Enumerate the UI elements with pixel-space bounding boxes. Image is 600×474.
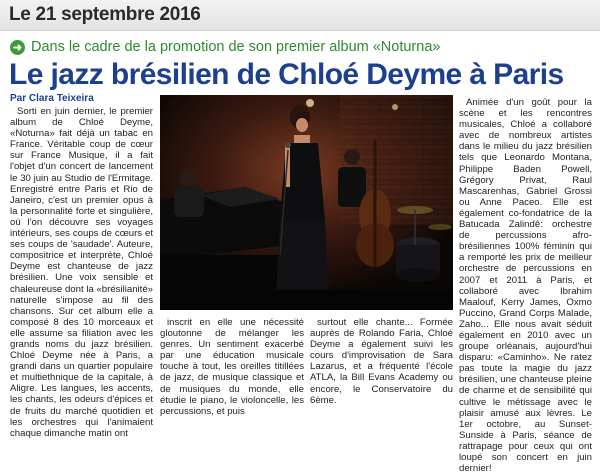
- column-1-text: Sorti en juin dernier, le premier album de Chloé Deyme, «Noturna» fait déjà un tabac en France. Véritable coup de cœur sur France Musique, il a fait l'objet d'un concert de lancement le 30 juin au Studio de l'Ermitage. Enregistré entre Paris et Rio de Janeiro, c'est un premier opus à la personnalité forte et singulière, où l'on découvre ses voyages intérieurs, ses coups de cœurs et ses coups de 'saudade'. Auteure, compositrice et interprète, Chloé Deyme est chanteuse de jazz brésilien. Une voix sensible et chaleureuse dont la «brésilianité» naturelle s'impose au fil des chansons. Sur cet album elle a composé 8 des 10 morceaux et elle assume sa filiation avec les grands noms du jazz brésilien. Chloé Deyme née à Paris, a grandi dans un quartier populaire et multiethnique de la capitale, à Aligre. Les langues, les accents, les chants, les odeurs d'épices et de fruits du marché quotidien et les orchestres qui l'animaient chaque dimanche matin ont: [10, 106, 153, 439]
- kicker-text: Dans le cadre de la promotion de son premier album «Noturna»: [31, 39, 441, 55]
- byline: Par Clara Teixeira: [10, 93, 94, 104]
- article-headline: Le jazz brésilien de Chloé Deyme à Paris: [9, 58, 564, 91]
- concert-photo: [160, 95, 453, 310]
- date-band: [0, 0, 600, 31]
- kicker: [10, 38, 440, 56]
- publication-date: Le 21 septembre 2016: [9, 4, 201, 25]
- article-column-1: [10, 106, 153, 439]
- article-column-2: [160, 317, 304, 417]
- column-2-text: inscrit en elle une nécessité gloutonne de mélanger les genres. Un sentiment exacerbé par une éducation musicale touche à tout, les oreilles titillées de jazz, de musique classique et de musiques du monde, elle étudie le piano, le violoncelle, les percussions, et puis: [160, 317, 304, 417]
- article-column-4: [459, 97, 592, 474]
- column-4-text: Animée d'un goût pour la scène et les rencontres musicales, Chloé a collaboré avec de nombreux artistes dans le milieu du jazz brésilien tels que Leonardo Montana, Philippe Baden Powell, Grégory Privat, Raul Mascarenhas, Gabriel Grossi ou Anne Paceo. Elle est également co-fondatrice de la Batucada Zalindê: orchestre de percussions afro-brésiliennes 100% féminin qui a remporté les prix de meilleur orchestre de percussions en 2007 et 2011 à Paris, et collaboré avec Ibrahim Maalouf, Kerry James, Oxmo Puccino, Grand Corps Malade, Zaho... Elle nous avait séduit également en 2010 avec un groupe orléanais, aujourd'hui disparu: «Caminho». Ne ratez pas toute la magie du jazz brésilien, une chanteuse pleine de charme et de sensibilité qui cultive le métissage avec le plaisir amusé aux lèvres. Le 1er octobre, au Sunset-Sunside à Paris, séance de rattrapage pour ceux qui ont loupé son concert en juin dernier!: [459, 97, 592, 474]
- arrow-right-circle-icon: ➜: [10, 40, 25, 55]
- column-3-text: surtout elle chante... Formée auprès de Rolando Faria, Chloé Deyme a également suivi les cours d'improvisation de Sara Lazarus, et a fréquenté l'école ATLA, la Bill Evans Academy ou encore, le Conservatoire du 6ème.: [310, 317, 453, 406]
- article-column-3: [310, 317, 453, 408]
- concert-photo-illustration: [160, 95, 453, 310]
